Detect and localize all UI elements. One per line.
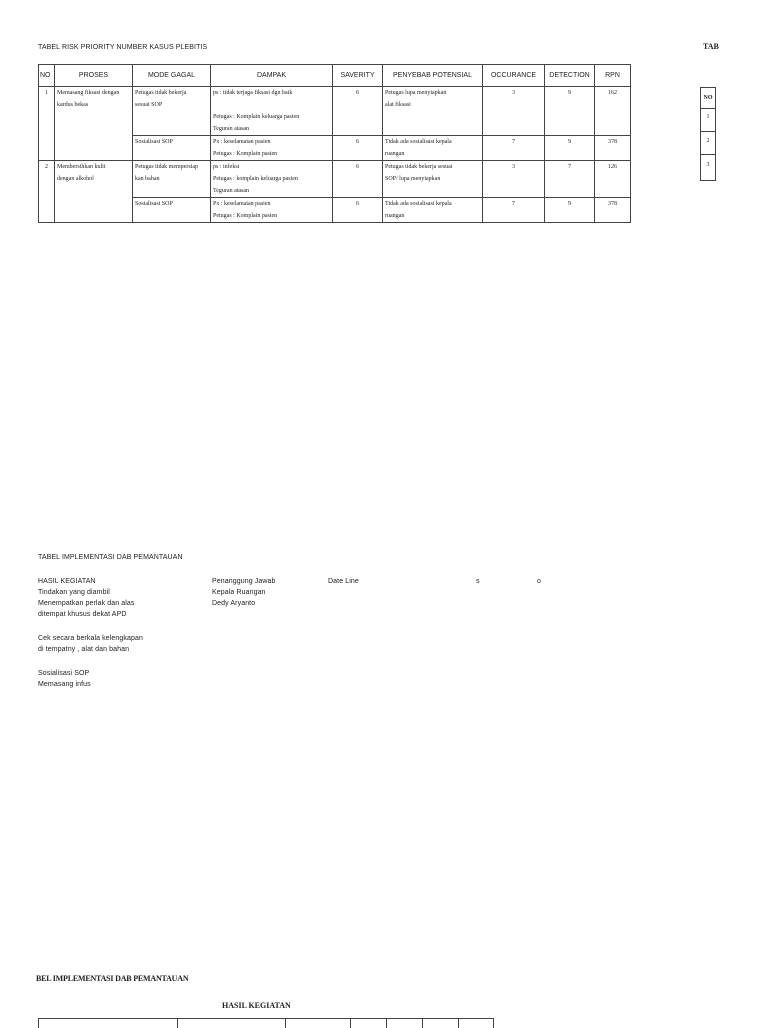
cell-detection: 9	[545, 136, 595, 161]
cell-dampak: ps : infeksi Petugas : komplain keluarga pasien Teguran atasan	[211, 161, 333, 198]
cell-penyebab: Tidak ada sosialisasi kepala ruangan	[383, 136, 483, 161]
bottom-title: BEL IMPLEMENTASI DAB PEMANTAUAN	[36, 974, 189, 983]
cell-mode-gagal: Petugas tidak bekerja sesuai SOP	[133, 87, 211, 136]
cell-proses: Memasang fiksasi dengan kardus bekas	[55, 87, 133, 161]
right-table-header: NO	[700, 87, 716, 109]
rpn-table-title: TABEL RISK PRIORITY NUMBER KASUS PLEBITIS	[38, 44, 208, 51]
cell-dampak: Px : keselamatan pasien Petugas : Komplain pasien	[211, 198, 333, 223]
header-mode-gagal: MODE GAGAL	[133, 65, 211, 87]
impl-penanggung-value: Kepala Ruangan	[212, 589, 266, 596]
cell-no: 1	[39, 87, 55, 161]
cell-penyebab: Petugas tidak bekerja sesuai SOP/ lupa menyiapkan	[383, 161, 483, 198]
cell-proses: Membersihkan kulit dengan alkohol	[55, 161, 133, 223]
right-table-row: 2	[700, 131, 716, 155]
impl-col-hasil: HASIL KEGIATAN	[38, 578, 96, 585]
impl-person: Dedy Aryanto	[212, 600, 256, 607]
cell-occurance: 3	[483, 87, 545, 136]
cell-penyebab: Tidak ada sosialisasi kepala ruangan	[383, 198, 483, 223]
cell-detection: 9	[545, 198, 595, 223]
cell-occurance: 7	[483, 136, 545, 161]
impl-tindakan-label: Tindakan yang diambil	[38, 589, 110, 596]
header-no: NO	[39, 65, 55, 87]
cell-dampak: Px : keselamatan pasien Petugas : Komplain pasien	[211, 136, 333, 161]
impl-col-s: s	[476, 578, 480, 585]
impl-item: Cek secara berkala kelengkapan	[38, 635, 143, 642]
impl-col-dateline: Date Line	[328, 578, 359, 585]
right-table-title: TAB	[703, 42, 719, 51]
cell-no: 2	[39, 161, 55, 223]
cell-rpn: 126	[595, 161, 631, 198]
rpn-table	[38, 64, 631, 223]
cell-rpn: 378	[595, 136, 631, 161]
table-row	[39, 161, 631, 198]
impl-col-o: o	[537, 578, 541, 585]
header-saverity: SAVERITY	[333, 65, 383, 87]
header-dampak: DAMPAK	[211, 65, 333, 87]
cell-occurance: 7	[483, 198, 545, 223]
cell-mode-gagal: Petugas tidak mempersiap kan bahan	[133, 161, 211, 198]
bottom-subtitle: HASIL KEGIATAN	[222, 1001, 291, 1010]
impl-item: di tempatny , alat dan bahan	[38, 646, 130, 653]
impl-item: Sosialisasi SOP	[38, 670, 90, 677]
cell-mode-gagal: Sosialisasi SOP	[133, 198, 211, 223]
header-detection: DETECTION	[545, 65, 595, 87]
cell-saverity: 6	[333, 198, 383, 223]
table-row	[39, 87, 631, 136]
impl-item: Memasang infus	[38, 681, 91, 688]
right-table-row: 3	[700, 154, 716, 181]
impl-item: Menempatkan perlak dan alas	[38, 600, 135, 607]
cell-mode-gagal: Sosialisasi SOP	[133, 136, 211, 161]
cell-detection: 7	[545, 161, 595, 198]
cell-saverity: 6	[333, 87, 383, 136]
cell-rpn: 162	[595, 87, 631, 136]
cell-saverity: 6	[333, 161, 383, 198]
cell-detection: 9	[545, 87, 595, 136]
impl-col-penanggung: Penanggung Jawab	[212, 578, 276, 585]
cell-rpn: 378	[595, 198, 631, 223]
cell-saverity: 6	[333, 136, 383, 161]
impl-title: TABEL IMPLEMENTASI DAB PEMANTAUAN	[38, 554, 183, 561]
header-occurance: OCCURANCE	[483, 65, 545, 87]
cell-penyebab: Petugas lupa menyiapkan alat fiksasi	[383, 87, 483, 136]
header-proses: PROSES	[55, 65, 133, 87]
header-rpn: RPN	[595, 65, 631, 87]
impl-item: ditempat khusus dekat APD	[38, 611, 127, 618]
table-header-row	[39, 65, 631, 87]
right-table-row: 1	[700, 108, 716, 132]
cell-occurance: 3	[483, 161, 545, 198]
cell-dampak: ps : tidak terjaga fiksasi dgn baik Petugas : Komplain keluarga pasien Teguran atasan	[211, 87, 333, 136]
header-penyebab: PENYEBAB POTENSIAL	[383, 65, 483, 87]
bottom-table	[38, 1018, 494, 1028]
